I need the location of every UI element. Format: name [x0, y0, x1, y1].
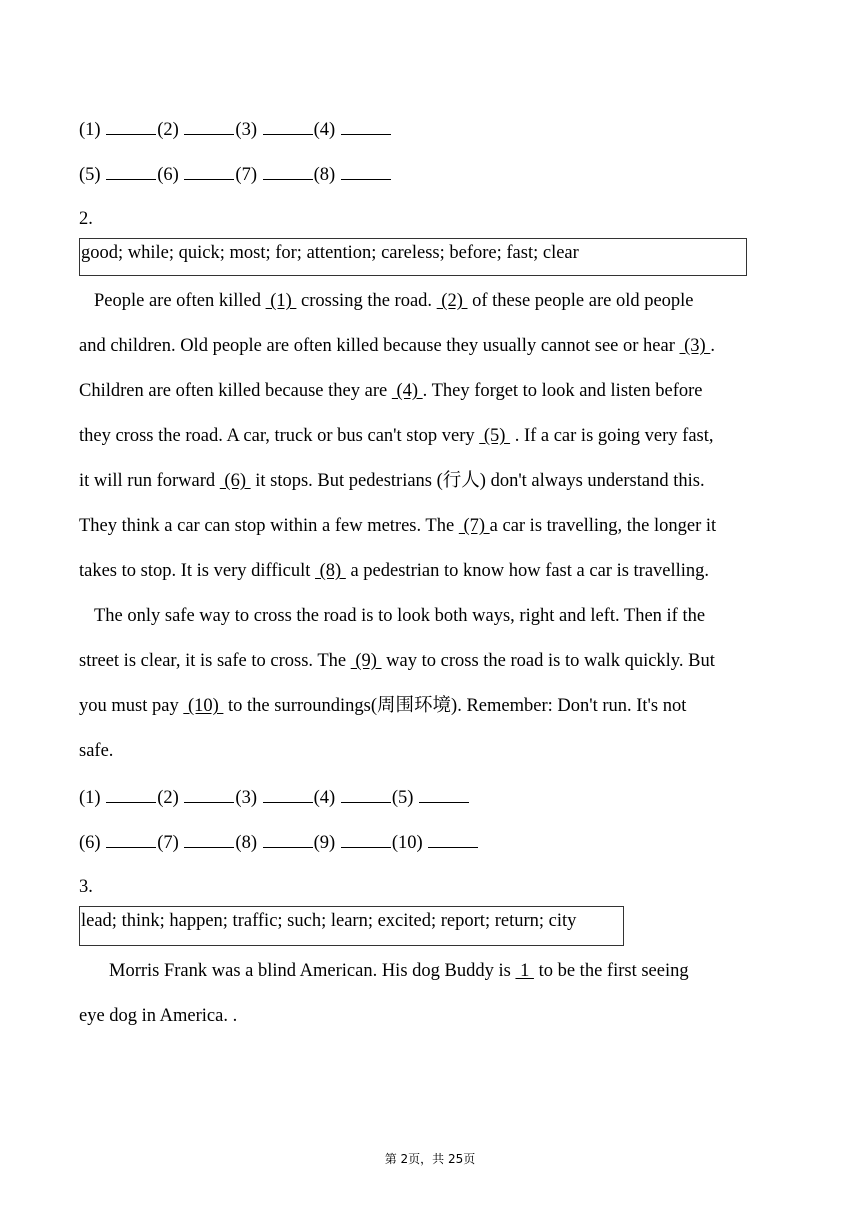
numbered-blank: (6)	[219, 471, 251, 491]
answer-label: (10)	[391, 833, 428, 853]
passage-text: they cross the road. A car, truck or bus can't stop very	[79, 426, 480, 446]
answer-label: (5)	[391, 788, 419, 808]
numbered-blank: (5)	[479, 426, 511, 446]
numbered-blank: (9)	[350, 651, 382, 671]
passage-text: street is clear, it is safe to cross. The	[79, 651, 351, 671]
passage-line	[109, 960, 689, 982]
answer-label: (2)	[157, 788, 184, 808]
answer-label: (7)	[235, 165, 262, 185]
passage-line	[79, 425, 714, 447]
answer-label: (7)	[157, 833, 184, 853]
answer-label: (3)	[235, 788, 262, 808]
answer-blank[interactable]	[184, 118, 234, 135]
answer-blank[interactable]	[341, 831, 391, 848]
passage-text: a pedestrian to know how fast a car is travelling.	[345, 561, 710, 581]
answer-blank[interactable]	[341, 118, 391, 135]
question-3-number: 3.	[79, 877, 93, 897]
question-2-number: 2.	[79, 209, 93, 229]
numbered-blank: (10)	[183, 696, 224, 716]
passage-text: way to cross the road is to walk quickly. But	[381, 651, 715, 671]
passage-text: a car is travelling, the longer it	[489, 516, 717, 536]
passage-text: safe.	[79, 741, 114, 761]
passage-line	[94, 605, 705, 627]
answer-label: (6)	[157, 165, 184, 185]
numbered-blank: 1	[515, 961, 534, 981]
passage-text: eye dog in America. .	[79, 1006, 238, 1026]
word-box-3: lead; think; happen; traffic; such; learn; excited; report; return; city	[79, 906, 624, 946]
answer-label: (4)	[313, 788, 340, 808]
answer-row-4	[79, 831, 479, 854]
answer-blank[interactable]	[106, 118, 156, 135]
passage-line	[79, 740, 113, 762]
answer-blank[interactable]	[184, 163, 234, 180]
answer-label: (8)	[313, 165, 340, 185]
page-footer: 第 2页，共 25页	[384, 1152, 476, 1166]
passage-text: Children are often killed because they are	[79, 381, 392, 401]
passage-text: They think a car can stop within a few metres. The	[79, 516, 459, 536]
numbered-blank: (2)	[436, 291, 468, 311]
passage-text: it will run forward	[79, 471, 220, 491]
answer-blank[interactable]	[263, 831, 313, 848]
passage-text: The only safe way to cross the road is to look both ways, right and left. Then if the	[94, 606, 706, 626]
answer-label: (8)	[235, 833, 262, 853]
answer-blank[interactable]	[419, 786, 469, 803]
passage-text: People are often killed	[94, 291, 266, 311]
passage-line	[79, 1005, 237, 1027]
answer-blank[interactable]	[341, 163, 391, 180]
word-box-2: good; while; quick; most; for; attention; careless; before; fast; clear	[79, 238, 747, 276]
passage-text: takes to stop. It is very difficult	[79, 561, 316, 581]
answer-blank[interactable]	[263, 118, 313, 135]
answer-blank[interactable]	[428, 831, 478, 848]
answer-label: (3)	[235, 120, 262, 140]
answer-blank[interactable]	[106, 831, 156, 848]
passage-text: to the surroundings(周围环境). Remember: Don't run. It's not	[223, 696, 687, 716]
answer-blank[interactable]	[341, 786, 391, 803]
passage-text: . If a car is going very fast,	[510, 426, 714, 446]
answer-label: (9)	[313, 833, 340, 853]
answer-label: (4)	[313, 120, 340, 140]
passage-text: Morris Frank was a blind American. His dog Buddy is	[109, 961, 516, 981]
answer-blank[interactable]	[106, 786, 156, 803]
passage-line	[94, 290, 694, 312]
passage-text: it stops. But pedestrians (行人) don't always understand this.	[250, 471, 705, 491]
answer-label: (1)	[79, 120, 106, 140]
passage-line	[79, 650, 715, 672]
passage-line	[79, 380, 703, 402]
passage-text: . They forget to look and listen before	[422, 381, 703, 401]
numbered-blank: (7)	[458, 516, 490, 536]
passage-text: crossing the road.	[296, 291, 437, 311]
passage-line	[79, 695, 686, 717]
answer-row-1	[79, 118, 392, 141]
passage-line	[79, 470, 705, 492]
answer-blank[interactable]	[106, 163, 156, 180]
answer-blank[interactable]	[263, 786, 313, 803]
answer-blank[interactable]	[184, 786, 234, 803]
numbered-blank: (1)	[265, 291, 297, 311]
passage-text: you must pay	[79, 696, 184, 716]
numbered-blank: (3)	[679, 336, 711, 356]
answer-blank[interactable]	[263, 163, 313, 180]
answer-label: (5)	[79, 165, 106, 185]
answer-label: (1)	[79, 788, 106, 808]
answer-row-2	[79, 163, 392, 186]
passage-text: .	[710, 336, 715, 356]
passage-text: and children. Old people are often killed because they usually cannot see or hear	[79, 336, 680, 356]
numbered-blank: (4)	[391, 381, 423, 401]
answer-label: (2)	[157, 120, 184, 140]
answer-label: (6)	[79, 833, 106, 853]
passage-line	[79, 515, 716, 537]
passage-text: to be the first seeing	[533, 961, 689, 981]
numbered-blank: (8)	[315, 561, 346, 581]
passage-line	[79, 335, 715, 357]
passage-line	[79, 560, 709, 582]
answer-blank[interactable]	[184, 831, 234, 848]
answer-row-3	[79, 786, 470, 809]
passage-text: of these people are old people	[467, 291, 694, 311]
